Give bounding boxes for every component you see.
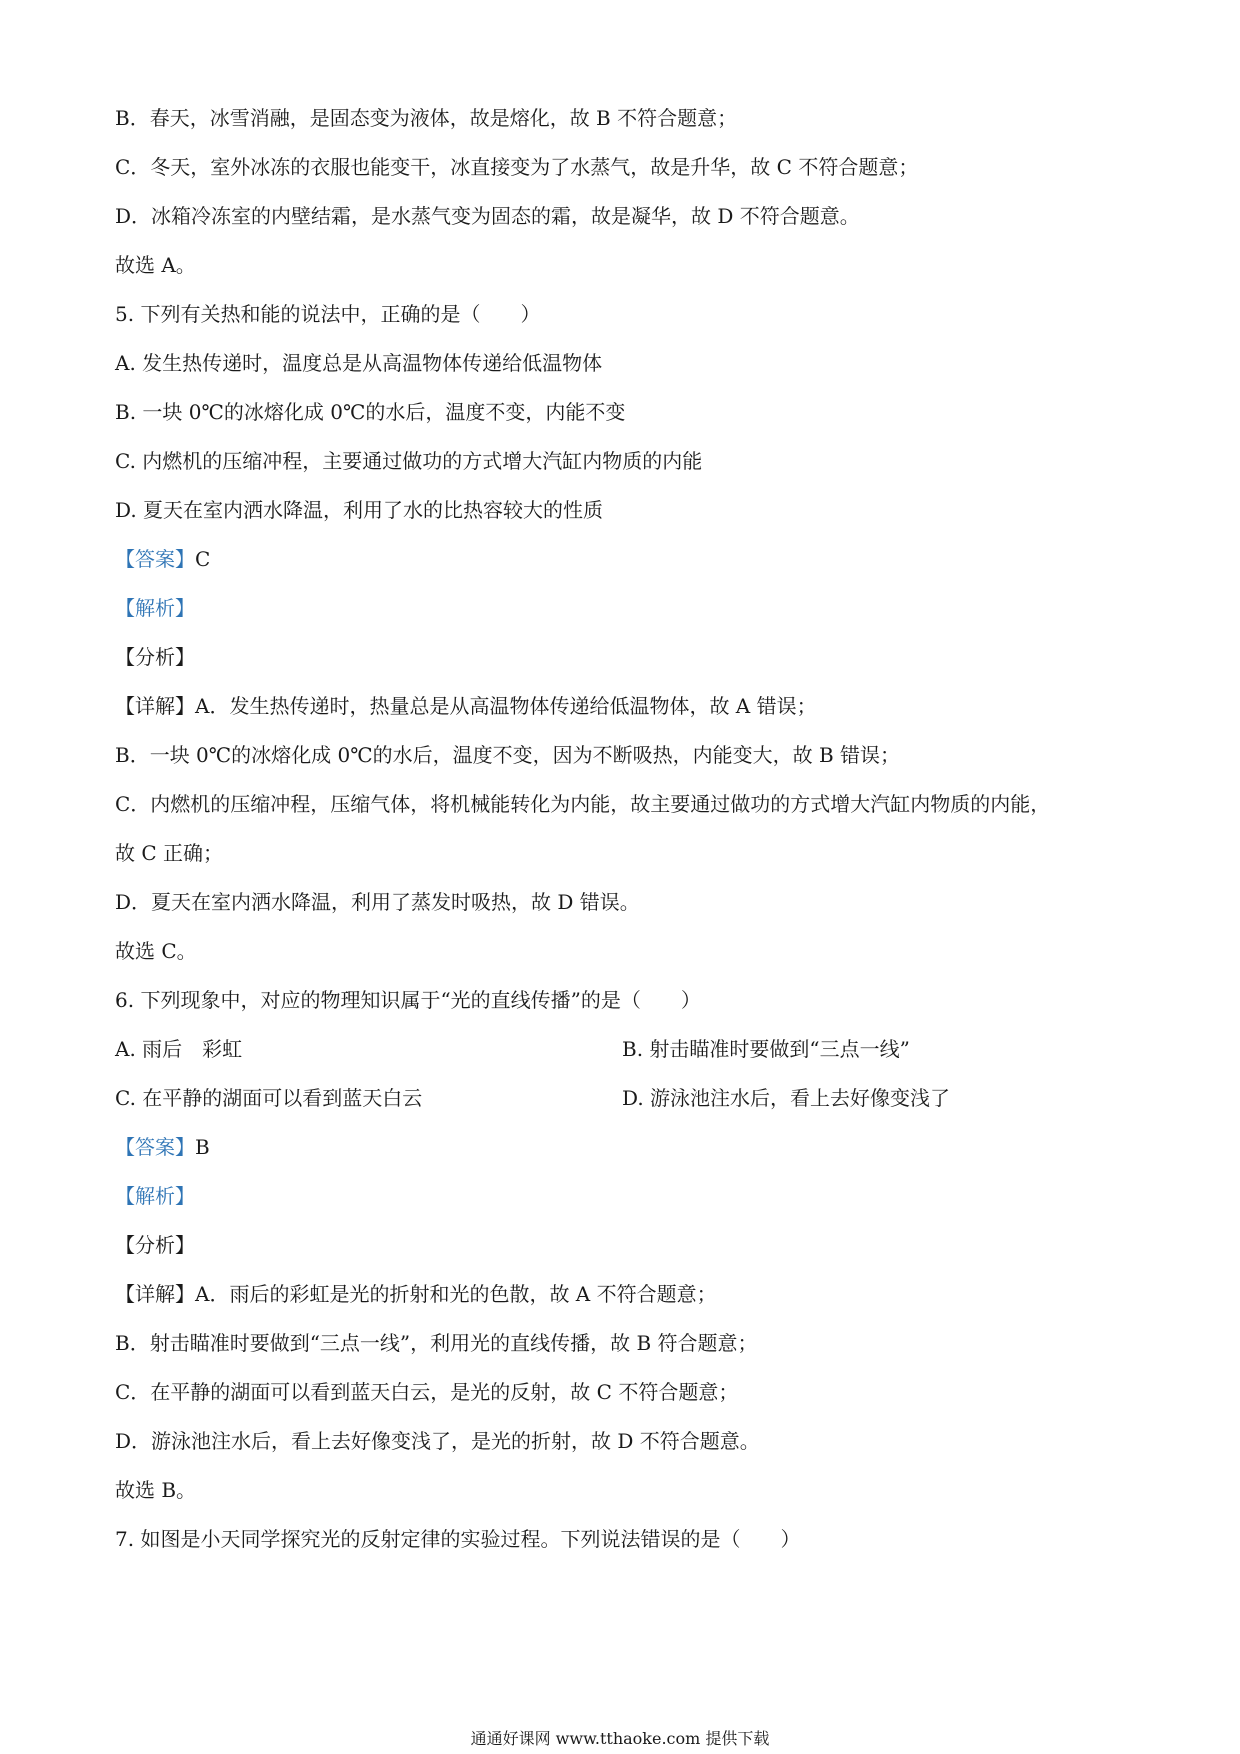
detail-line: D．夏天在室内洒水降温，利用了蒸发时吸热，故 D 错误。 [115, 890, 640, 914]
page-footer: 通通好课网 www.tthaoke.com 提供下载 [470, 1729, 770, 1748]
answer-label: 【答案】 [115, 547, 195, 571]
text-line: B．春天，冰雪消融，是固态变为液体，故是熔化，故 B 不符合题意； [115, 106, 738, 130]
question-5-option-d: D. 夏天在室内洒水降温，利用了水的比热容较大的性质 [115, 498, 604, 522]
question-5-stem: 5. 下列有关热和能的说法中，正确的是（ ） [115, 302, 541, 326]
question-5-option-c: C. 内燃机的压缩冲程，主要通过做功的方式增大汽缸内物质的内能 [115, 449, 703, 473]
question-6-option-b: B. 射击瞄准时要做到“三点一线” [622, 1037, 910, 1061]
answer-line [115, 1133, 210, 1161]
detail-line: C．内燃机的压缩冲程，压缩气体，将机械能转化为内能，故主要通过做功的方式增大汽缸内物质的内能， [115, 792, 1051, 816]
answer-label: 【答案】 [115, 1135, 195, 1159]
question-7-stem: 7. 如图是小天同学探究光的反射定律的实验过程。下列说法错误的是（ ） [115, 1527, 801, 1551]
detail-line: 【详解】A．发生热传递时，热量总是从高温物体传递给低温物体，故 A 错误； [115, 694, 817, 718]
question-6-stem: 6. 下列现象中，对应的物理知识属于“光的直线传播”的是（ ） [115, 988, 701, 1012]
question-6-option-a: A. 雨后 彩虹 [115, 1037, 243, 1061]
text-line: D．冰箱冷冻室的内壁结霜，是水蒸气变为固态的霜，故是凝华，故 D 不符合题意。 [115, 204, 860, 228]
detail-line: B．一块 0℃的冰熔化成 0℃的水后，温度不变，因为不断吸热，内能变大，故 B 错误； [115, 743, 901, 767]
answer-line [115, 545, 210, 573]
detail-line: D．游泳池注水后，看上去好像变浅了，是光的折射，故 D 不符合题意。 [115, 1429, 760, 1453]
choice-line: 故选 B。 [115, 1478, 197, 1502]
question-5-option-a: A. 发生热传递时，温度总是从高温物体传递给低温物体 [115, 351, 603, 375]
question-6-option-d: D. 游泳池注水后，看上去好像变浅了 [622, 1086, 951, 1110]
answer-value: B [195, 1135, 210, 1159]
text-line: 故选 A。 [115, 253, 196, 277]
detail-line: B．射击瞄准时要做到“三点一线”，利用光的直线传播，故 B 符合题意； [115, 1331, 758, 1355]
question-5-option-b: B. 一块 0℃的冰熔化成 0℃的水后，温度不变，内能不变 [115, 400, 626, 424]
analysis-label: 【解析】 [115, 596, 195, 620]
answer-value: C [195, 547, 211, 571]
analysis-heading: 【分析】 [115, 1233, 195, 1257]
choice-line: 故选 C。 [115, 939, 197, 963]
detail-line: 【详解】A．雨后的彩虹是光的折射和光的色散，故 A 不符合题意； [115, 1282, 717, 1306]
detail-line: 故 C 正确； [115, 841, 224, 865]
analysis-heading: 【分析】 [115, 645, 195, 669]
text-line: C．冬天，室外冰冻的衣服也能变干，冰直接变为了水蒸气，故是升华，故 C 不符合题意； [115, 155, 919, 179]
analysis-label: 【解析】 [115, 1184, 195, 1208]
detail-line: C．在平静的湖面可以看到蓝天白云，是光的反射，故 C 不符合题意； [115, 1380, 739, 1404]
question-6-option-c: C. 在平静的湖面可以看到蓝天白云 [115, 1086, 423, 1110]
